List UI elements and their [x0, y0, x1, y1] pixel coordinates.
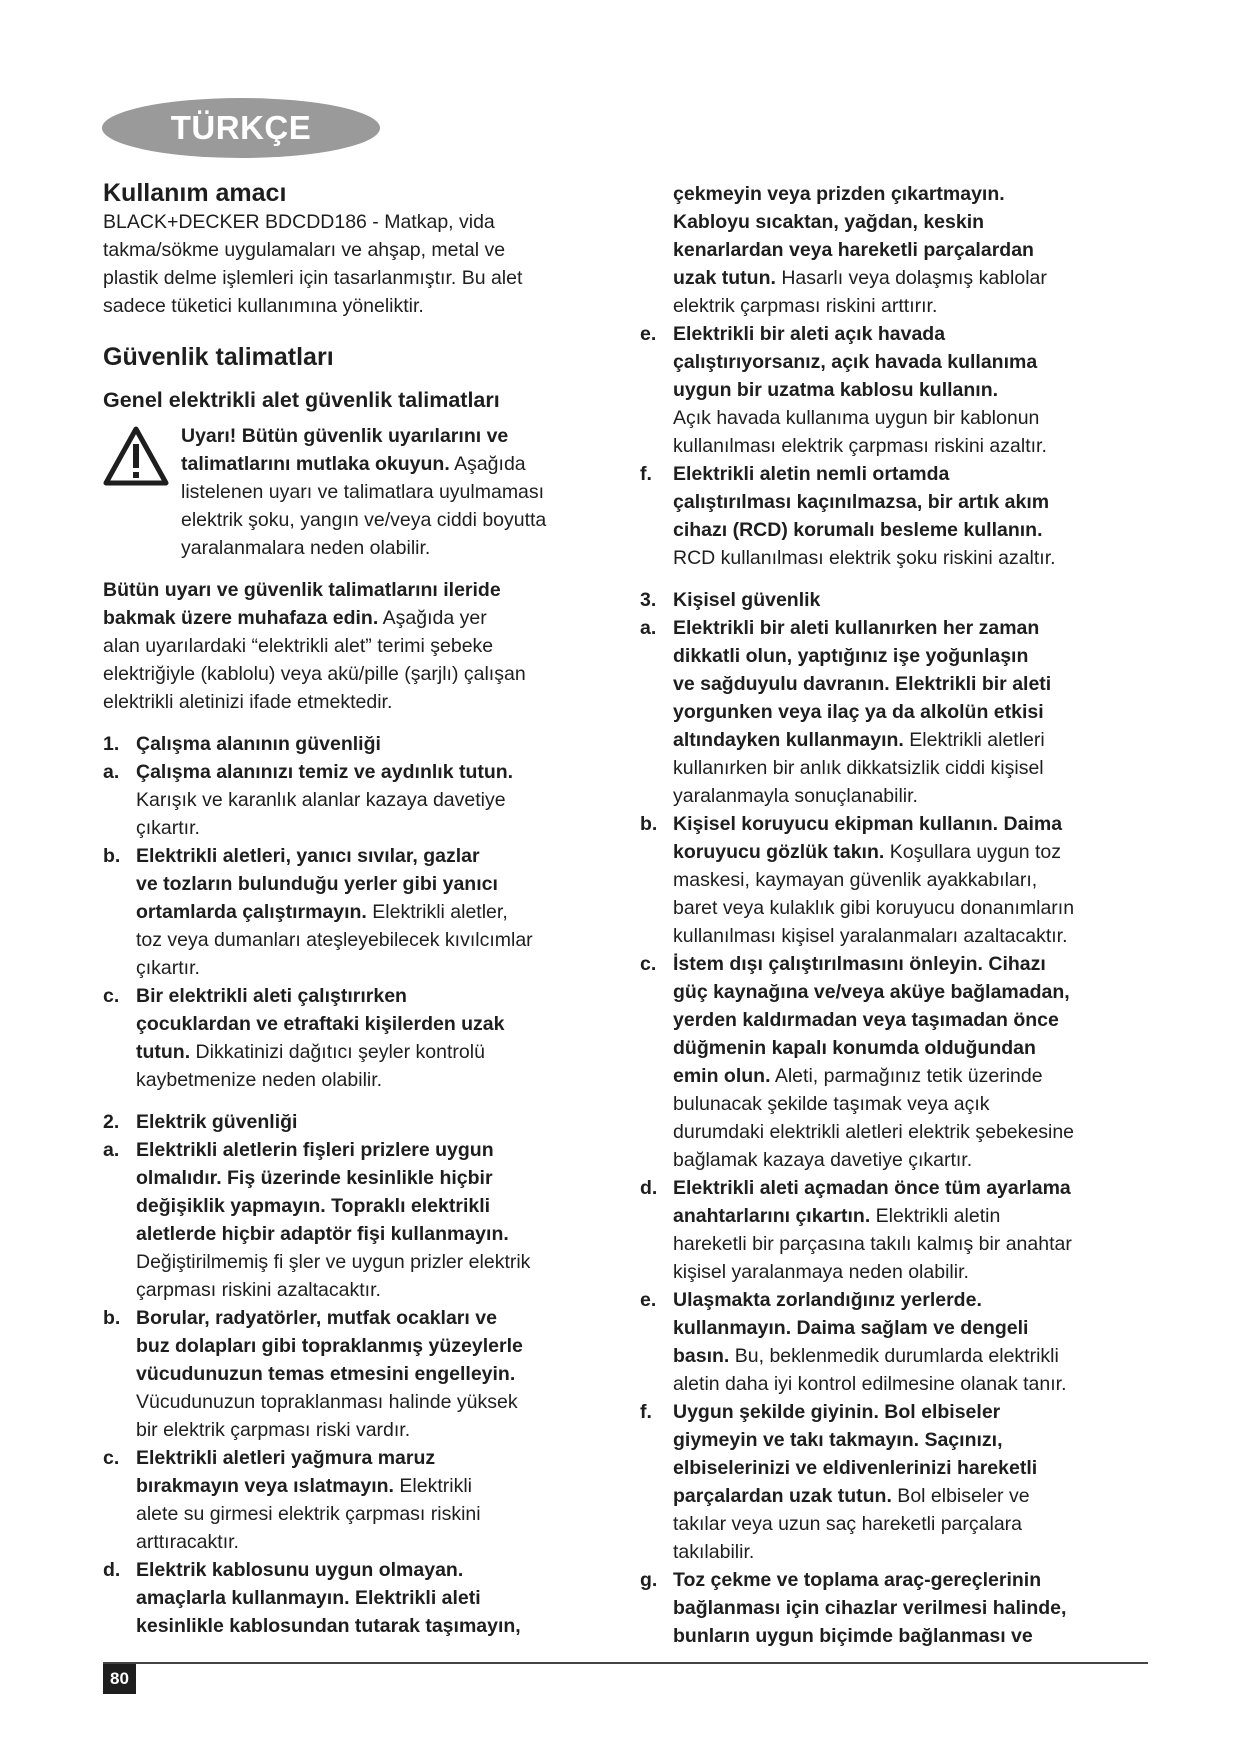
item-bold-line: Toz çekme ve toplama araç-gereçlerinin: [673, 1569, 1042, 1591]
item-line: çarpması riskini azaltacaktır.: [136, 1279, 381, 1301]
item-bold-line: kesinlikle kablosundan tutarak taşımayın,: [136, 1615, 521, 1637]
item-bold-line: yorgunken veya ilaç ya da alkolün etkisi: [673, 701, 1044, 723]
section-number: 1.: [103, 733, 120, 755]
item-line: arttıracaktır.: [136, 1531, 239, 1553]
item-bold-line: Elektrikli aletlerin fişleri prizlere uygun: [136, 1139, 494, 1161]
warning-line: yaralanmalara neden olabilir.: [181, 537, 431, 559]
item-marker: a.: [103, 1139, 120, 1161]
item-bold-line: altındayken kullanmayın.: [673, 729, 904, 751]
item-marker: f.: [640, 1401, 652, 1423]
section-number: 3.: [640, 589, 657, 611]
item-line: elektrik çarpması riskini arttırır.: [673, 295, 938, 317]
item-bold-line: ve tozların bulunduğu yerler gibi yanıcı: [136, 873, 498, 895]
footer-divider: [103, 1662, 1148, 1664]
item-bold-line: Elektrikli aletleri, yanıcı sıvılar, gazlar: [136, 845, 480, 867]
electrical-item-b: [103, 1304, 623, 1444]
intended-use-line: takma/sökme uygulamaları ve ahşap, metal ve: [103, 239, 506, 261]
item-line: Vücudunuzun topraklanması halinde yüksek: [136, 1391, 518, 1413]
section-title: Kişisel güvenlik: [673, 589, 821, 611]
item-line: çıkartır.: [136, 957, 200, 979]
item-marker: b.: [103, 845, 121, 867]
item-marker: e.: [640, 1289, 657, 1311]
item-bold-line: çekmeyin veya prizden çıkartmayın.: [673, 183, 1005, 205]
item-bold-line: çalıştırıyorsanız, açık havada kullanıma: [673, 351, 1038, 373]
item-marker: d.: [103, 1559, 121, 1581]
item-tail: Bol elbiseler ve: [891, 1485, 1030, 1507]
electrical-item-e: [640, 320, 1160, 460]
item-marker: c.: [103, 1447, 120, 1469]
personal-item-d: [640, 1174, 1160, 1286]
section-number: 2.: [103, 1111, 120, 1133]
electrical-item-c: [103, 1444, 623, 1556]
item-bold-line: amaçlarla kullanmayın. Elektrikli aleti: [136, 1587, 481, 1609]
item-bold-line: Elektrikli bir aleti kullanırken her zaman: [673, 617, 1040, 639]
personal-item-f: [640, 1398, 1160, 1566]
item-bold-line: Borular, radyatörler, mutfak ocakları ve: [136, 1307, 497, 1329]
item-bold-line: emin olun.: [673, 1065, 771, 1087]
item-line: Değiştirilmemiş fi şler ve uygun prizler elektrik: [136, 1251, 531, 1273]
keep-bold-line: Bütün uyarı ve güvenlik talimatlarını ileride: [103, 579, 501, 601]
keep-line: alan uyarılardaki “elektrikli alet” terimi şebeke: [103, 635, 494, 657]
item-marker: c.: [640, 953, 657, 975]
item-bold-line: dikkatli olun, yaptığınız işe yoğunlaşın: [673, 645, 1029, 667]
item-line: çıkartır.: [136, 817, 200, 839]
intended-use-line: BLACK+DECKER BDCDD186 - Matkap, vida: [103, 211, 495, 233]
item-bold-line: güç kaynağına ve/veya aküye bağlamadan,: [673, 981, 1070, 1003]
item-marker: c.: [103, 985, 120, 1007]
item-line: hareketli bir parçasına takılı kalmış bir anahtar: [673, 1233, 1072, 1255]
item-line: kullanılması kişisel yaralanmaları azaltacaktır.: [673, 925, 1068, 947]
item-bold-line: ve sağduyulu davranın. Elektrikli bir aleti: [673, 673, 1052, 695]
right-column: [640, 180, 1160, 1650]
item-line: aletin daha iyi kontrol edilmesine olanak tanır.: [673, 1373, 1067, 1395]
electrical-heading: [103, 1108, 623, 1136]
warning-triangle-icon: [103, 426, 169, 486]
item-bold-line: Bir elektrikli aleti çalıştırırken: [136, 985, 407, 1007]
item-bold-line: Uygun şekilde giyinin. Bol elbiseler: [673, 1401, 1001, 1423]
work-area-item-c: [103, 982, 623, 1094]
warning-bold-line: Uyarı! Bütün güvenlik uyarılarını ve: [181, 425, 509, 447]
item-line: takılabilir.: [673, 1541, 755, 1563]
warning-line: listelenen uyarı ve talimatlara uyulmaması: [181, 481, 545, 503]
item-bold-line: kenarlardan veya hareketli parçalardan: [673, 239, 1034, 261]
item-bold-line: Elektrikli aletleri yağmura maruz: [136, 1447, 436, 1469]
item-bold-line: çocuklardan ve etraftaki kişilerden uzak: [136, 1013, 505, 1035]
item-bold-line: Elektrikli aletin nemli ortamda: [673, 463, 950, 485]
personal-item-e: [640, 1286, 1160, 1398]
item-bold-line: düğmenin kapalı konumda olduğundan: [673, 1037, 1036, 1059]
keep-instructions-block: [103, 576, 623, 716]
item-tail: Elektrikli: [393, 1475, 472, 1497]
item-line: yaralanmayla sonuçlanabilir.: [673, 785, 918, 807]
item-bold-line: buz dolapları gibi topraklanmış yüzeylerle: [136, 1335, 523, 1357]
item-marker: a.: [103, 761, 120, 783]
page-number-badge: [103, 1664, 136, 1694]
intended-use-title: Kullanım amacı: [103, 179, 287, 207]
item-bold-line: Elektrikli aleti açmadan önce tüm ayarlama: [673, 1177, 1071, 1199]
item-line: bulunacak şekilde taşımak veya açık: [673, 1093, 990, 1115]
electrical-item-f: [640, 460, 1160, 572]
item-marker: e.: [640, 323, 657, 345]
item-bold-line: uygun bir uzatma kablosu kullanın.: [673, 379, 999, 401]
item-marker: b.: [103, 1307, 121, 1329]
item-tail: Elektrikli aletler,: [366, 901, 508, 923]
item-tail: Elektrikli aletin: [870, 1205, 1001, 1227]
work-area-item-a: [103, 758, 623, 842]
warning-line: elektrik şoku, yangın ve/veya ciddi boyutta: [181, 509, 547, 531]
section-title: Elektrik güvenliği: [136, 1111, 298, 1133]
item-line: Karışık ve karanlık alanlar kazaya davetiye: [136, 789, 506, 811]
work-area-item-b: [103, 842, 623, 982]
item-bold-line: İstem dışı çalıştırılmasını önleyin. Cihazı: [673, 953, 1046, 975]
item-line: kullanırken bir anlık dikkatsizlik ciddi kişisel: [673, 757, 1044, 779]
item-bold-line: çalıştırılması kaçınılmazsa, bir artık akım: [673, 491, 1050, 513]
item-bold-line: basın.: [673, 1345, 730, 1367]
keep-line: elektriğiyle (kablolu) veya akü/pille (şarjlı) çalışan: [103, 663, 526, 685]
item-line: bağlamak kazaya davetiye çıkartır.: [673, 1149, 973, 1171]
item-marker: b.: [640, 813, 658, 835]
warning-bold-line: talimatlarını mutlaka okuyun.: [181, 453, 450, 475]
item-bold-line: elbiselerinizi ve eldivenlerinizi hareketli: [673, 1457, 1038, 1479]
safety-title: Güvenlik talimatları: [103, 343, 334, 371]
item-line: alete su girmesi elektrik çarpması riskini: [136, 1503, 481, 1525]
intended-use-text: [103, 208, 623, 320]
item-marker: f.: [640, 463, 652, 485]
item-line: kullanılması elektrik çarpması riskini azaltır.: [673, 435, 1047, 457]
warning-tail: Aşağıda: [449, 453, 526, 475]
item-line: kişisel yaralanmaya neden olabilir.: [673, 1261, 969, 1283]
item-marker: g.: [640, 1569, 658, 1591]
item-marker: d.: [640, 1177, 658, 1199]
item-bold-line: kullanmayın. Daima sağlam ve dengeli: [673, 1317, 1029, 1339]
item-line: baret veya kulaklık gibi koruyucu donanımların: [673, 897, 1075, 919]
personal-heading: [640, 586, 1160, 614]
left-column: [103, 178, 623, 1640]
item-line: durumdaki elektrikli aletleri elektrik şebekesine: [673, 1121, 1075, 1143]
language-tab: [102, 98, 380, 158]
item-line: Açık havada kullanıma uygun bir kablonun: [673, 407, 1040, 429]
electrical-item-d-continued: [640, 180, 1160, 320]
item-bold-line: Ulaşmakta zorlandığınız yerlerde.: [673, 1289, 982, 1311]
item-bold-line: Kabloyu sıcaktan, yağdan, keskin: [673, 211, 985, 233]
item-tail: Elektrikli aletleri: [903, 729, 1045, 751]
item-marker: a.: [640, 617, 657, 639]
item-bold-line: değişiklik yapmayın. Topraklı elektrikli: [136, 1195, 491, 1217]
item-line: toz veya dumanları ateşleyebilecek kıvılcımlar: [136, 929, 533, 951]
item-tail: Koşullara uygun toz: [884, 841, 1061, 863]
warning-block: [103, 422, 623, 562]
general-safety-title: Genel elektrikli alet güvenlik talimatları: [103, 388, 500, 412]
keep-tail: Aşağıda yer: [378, 607, 487, 629]
item-bold-line: parçalardan uzak tutun.: [673, 1485, 892, 1507]
item-bold-line: aletlerde hiçbir adaptör fişi kullanmayın.: [136, 1223, 509, 1245]
item-tail: Hasarlı veya dolaşmış kablolar: [775, 267, 1047, 289]
item-tail: Bu, beklenmedik durumlarda elektrikli: [729, 1345, 1059, 1367]
item-bold-line: vücudunuzun temas etmesini engelleyin.: [136, 1363, 516, 1385]
item-tail: Aleti, parmağınız tetik üzerinde: [770, 1065, 1043, 1087]
item-bold-line: tutun.: [136, 1041, 191, 1063]
item-bold-line: anahtarlarını çıkartın.: [673, 1205, 871, 1227]
item-bold-line: yerden kaldırmadan veya taşımadan önce: [673, 1009, 1059, 1031]
item-line: RCD kullanılması elektrik şoku riskini azaltır.: [673, 547, 1056, 569]
keep-line: elektrikli aletinizi ifade etmektedir.: [103, 691, 393, 713]
item-bold-line: Kişisel koruyucu ekipman kullanın. Daima: [673, 813, 1063, 835]
work-area-heading: [103, 730, 623, 758]
item-bold-line: Çalışma alanınızı temiz ve aydınlık tutun.: [136, 761, 514, 783]
item-bold-line: olmalıdır. Fiş üzerinde kesinlikle hiçbir: [136, 1167, 493, 1189]
item-tail: Dikkatinizi dağıtıcı şeyler kontrolü: [190, 1041, 485, 1063]
personal-item-g: [640, 1566, 1160, 1650]
language-label: TÜRKÇE: [170, 109, 312, 146]
item-bold-line: Elektrik kablosunu uygun olmayan.: [136, 1559, 464, 1581]
keep-bold-line: bakmak üzere muhafaza edin.: [103, 607, 379, 629]
item-bold-line: cihazı (RCD) korumalı besleme kullanın.: [673, 519, 1043, 541]
page-number: 80: [110, 1669, 129, 1688]
item-bold-line: koruyucu gözlük takın.: [673, 841, 885, 863]
personal-item-b: [640, 810, 1160, 950]
item-line: kaybetmenize neden olabilir.: [136, 1069, 383, 1091]
item-bold-line: Elektrikli bir aleti açık havada: [673, 323, 946, 345]
item-bold-line: bırakmayın veya ıslatmayın.: [136, 1475, 394, 1497]
intended-use-line: sadece tüketici kullanımına yöneliktir.: [103, 295, 424, 317]
item-bold-line: bağlanması için cihazlar verilmesi halinde,: [673, 1597, 1067, 1619]
item-bold-line: uzak tutun.: [673, 267, 776, 289]
item-bold-line: giymeyin ve takı takmayın. Saçınızı,: [673, 1429, 1003, 1451]
section-title: Çalışma alanının güvenliği: [136, 733, 381, 755]
item-line: maskesi, kaymayan güvenlik ayakkabıları,: [673, 869, 1038, 891]
item-bold-line: bunların uygun biçimde bağlanması ve: [673, 1625, 1033, 1647]
personal-item-a: [640, 614, 1160, 810]
electrical-item-a: [103, 1136, 623, 1304]
item-line: takılar veya uzun saç hareketli parçalara: [673, 1513, 1023, 1535]
item-bold-line: ortamlarda çalıştırmayın.: [136, 901, 367, 923]
item-line: bir elektrik çarpması riski vardır.: [136, 1419, 411, 1441]
personal-item-c: [640, 950, 1160, 1174]
intended-use-line: plastik delme işlemleri için tasarlanmıştır. Bu alet: [103, 267, 523, 289]
electrical-item-d: [103, 1556, 623, 1640]
